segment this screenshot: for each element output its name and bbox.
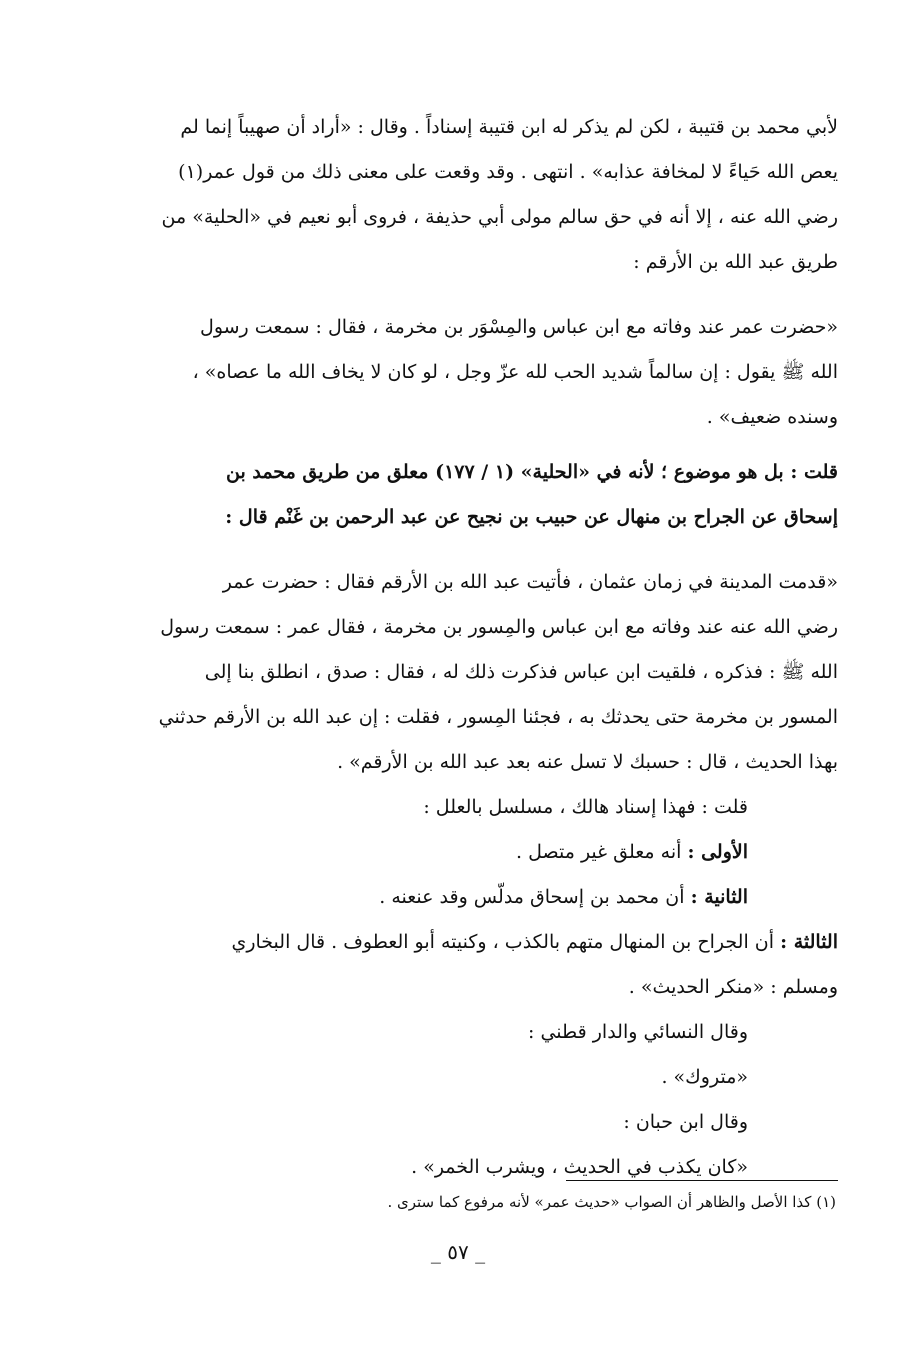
footnote-divider [566, 1180, 838, 1181]
text-line: «حضرت عمر عند وفاته مع ابن عباس والمِسْوَر بن مخرمة ، فقال : سمعت رسول [200, 316, 838, 338]
text-line: إسحاق عن الجراح بن منهال عن حبيب بن نجيح عن عبد الرحمن بن غَنْم قال : [225, 506, 838, 528]
footnote: (١) كذا الأصل والظاهر أن الصواب «حديث عمر» لأنه مرفوع كما سترى . [387, 1193, 836, 1211]
page-number: _ ٥٧ _ [430, 1240, 486, 1264]
note-first [85, 830, 838, 875]
quote-2 [85, 560, 838, 785]
text-line: رضي الله عنه ، إلا أنه في حق سالم مولى أبي حذيفة ، فروى أبو نعيم في «الحلية» من [161, 206, 838, 228]
text-line: «قدمت المدينة في زمان عثمان ، فأتيت عبد الله بن الأرقم فقال : حضرت عمر [222, 571, 838, 593]
text-line: طريق عبد الله بن الأرقم : [633, 251, 838, 273]
ibn-hibban-quote: «كان يكذب في الحديث ، ويشرب الخمر» . [411, 1156, 748, 1178]
text-line: الله ﷺ يقول : إن سالماً شديد الحب لله عزّ وجل ، لو كان لا يخاف الله ما عصاه» ، [192, 361, 838, 383]
text-line: الله ﷺ : فذكره ، فلقيت ابن عباس فذكرت ذلك له ، فقال : صدق ، انطلق بنا إلى [204, 661, 838, 683]
notes-intro: قلت : فهذا إسناد هالك ، مسلسل بالعلل : [423, 796, 748, 818]
text-line: بهذا الحديث ، قال : حسبك لا تسل عنه بعد عبد الله بن الأرقم» . [337, 751, 838, 773]
note-third [85, 920, 838, 965]
note-second-text: أن محمد بن إسحاق مدلّس وقد عنعنه . [379, 886, 685, 908]
nasai-quote-intro: وقال النسائي والدار قطني : [528, 1021, 748, 1043]
paragraph-1 [85, 105, 838, 285]
text-line: وسنده ضعيف» . [706, 406, 838, 428]
note-first-label: الأولى : [687, 841, 748, 863]
paragraph-2 [85, 450, 838, 540]
note-second [85, 875, 838, 920]
text-line: المسور بن مخرمة حتى يحدثك به ، فجئنا المِسور ، فقلت : إن عبد الله بن الأرقم حدثني [158, 706, 838, 728]
note-third-cont: ومسلم : «منكر الحديث» . [628, 976, 838, 998]
text-line: يعص الله حَياءً لا لمخافة عذابه» . انتهى . وقد وقعت على معنى ذلك من قول عمر(١) [178, 161, 838, 183]
quote-1 [85, 305, 838, 440]
text-line: قلت : بل هو موضوع ؛ لأنه في «الحلية» (١ / ١٧٧) معلق من طريق محمد بن [225, 461, 838, 483]
note-second-label: الثانية : [690, 886, 748, 908]
matruk-quote: «متروك» . [661, 1066, 748, 1088]
notes-section [85, 785, 838, 1190]
note-third-label: الثالثة : [780, 931, 838, 953]
note-first-text: أنه معلق غير متصل . [516, 841, 682, 863]
note-third-text: أن الجراح بن المنهال متهم بالكذب ، وكنيته أبو العطوف . قال البخاري [231, 931, 775, 953]
ibn-hibban-intro: وقال ابن حبان : [623, 1111, 748, 1133]
text-line: رضي الله عنه عند وفاته مع ابن عباس والمِسور بن مخرمة ، فقال عمر : سمعت رسول [160, 616, 838, 638]
text-line: لأبي محمد بن قتيبة ، لكن لم يذكر له ابن قتيبة إسناداً . وقال : «أراد أن صهيباً إنما لم [180, 116, 838, 138]
